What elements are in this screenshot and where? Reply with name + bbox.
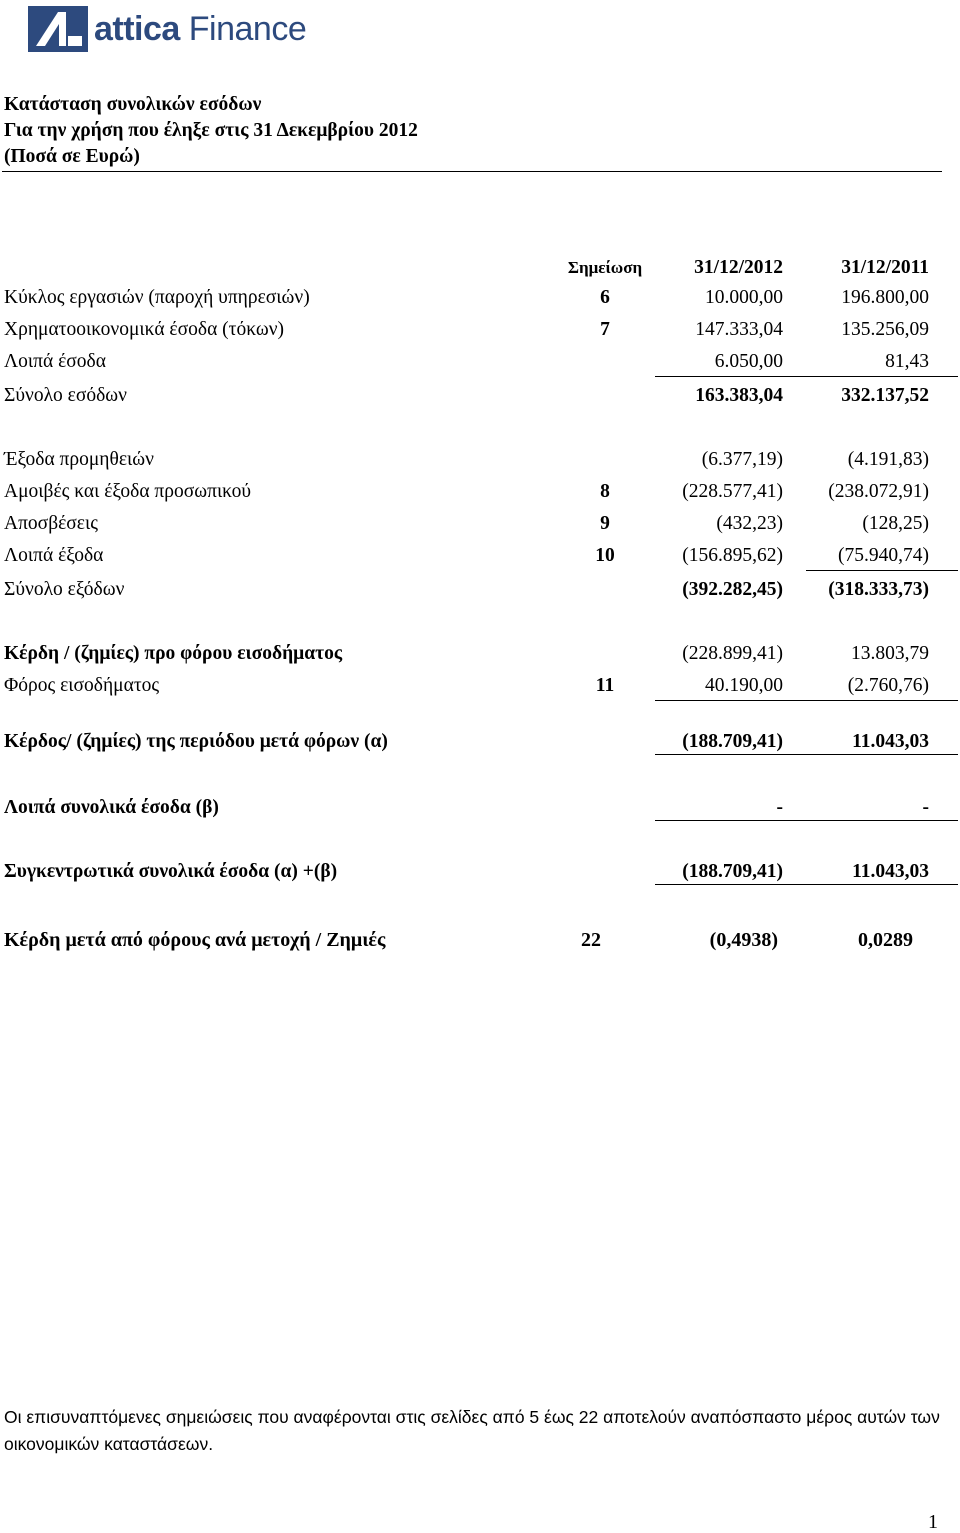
row-value-2012: (156.895,62) — [682, 545, 783, 566]
row-label: Κύκλος εργασιών (παροχή υπηρεσιών) — [4, 287, 310, 308]
row-value-2012: (6.377,19) — [701, 449, 783, 470]
row-value-2012: (0,4938) — [709, 929, 778, 951]
table-row-financial-income — [0, 316, 960, 344]
page-number: 1 — [928, 1511, 938, 1533]
row-value-2012: 10.000,00 — [705, 287, 783, 308]
row-note: 7 — [600, 319, 610, 340]
row-value-2011: 11.043,03 — [852, 731, 929, 752]
row-value-2012: (228.899,41) — [682, 643, 783, 664]
row-note: 6 — [600, 287, 610, 308]
table-row-commission-expenses — [0, 446, 960, 474]
row-value-2012: - — [776, 797, 783, 818]
row-label: Λοιπά συνολικά έσοδα (β) — [4, 797, 219, 818]
row-label: Λοιπά έσοδα — [4, 351, 106, 372]
row-label: Σύνολο εξόδων — [4, 579, 125, 600]
row-value-2012: (432,23) — [716, 513, 783, 534]
row-value-2011: 196.800,00 — [841, 287, 929, 308]
row-label: Φόρος εισοδήματος — [4, 675, 160, 696]
row-note: 8 — [600, 481, 610, 502]
header-2011: 31/12/2011 — [841, 257, 929, 278]
statement-period: Για την χρήση που έληξε στις 31 Δεκεμβρίου 2012 — [4, 120, 418, 141]
subtotal-rule — [655, 820, 958, 821]
table-row-staff-costs — [0, 478, 960, 506]
brand-name-rest: Finance — [179, 9, 307, 48]
header-2012: 31/12/2012 — [694, 257, 783, 278]
brand-name — [94, 10, 306, 49]
company-logo — [28, 4, 306, 54]
row-label: Λοιπά έξοδα — [4, 545, 104, 566]
table-row-other-expenses — [0, 542, 960, 570]
row-label: Κέρδη / (ζημίες) προ φόρου εισοδήματος — [4, 643, 343, 664]
table-row-other-income — [0, 348, 960, 376]
attica-logo-icon — [28, 6, 88, 52]
footer-note: Οι επισυναπτόμενες σημειώσεις που αναφέρονται στις σελίδες από 5 έως 22 αποτελούν αναπόσπαστο μέρος αυτών των οικονομικών καταστάσεων. — [4, 1407, 940, 1454]
row-value-2011: (75.940,74) — [838, 545, 929, 566]
row-note: 11 — [595, 675, 615, 696]
row-value-2012: 6.050,00 — [714, 351, 783, 372]
table-row-revenue — [0, 284, 960, 312]
row-label: Αμοιβές και έξοδα προσωπικού — [4, 481, 251, 502]
row-value-2011: 11.043,03 — [852, 861, 929, 882]
table-row-earnings-per-share — [0, 926, 960, 954]
table-row-income-tax — [0, 672, 960, 700]
row-value-2011: 332.137,52 — [841, 385, 929, 406]
subtotal-rule — [655, 700, 958, 701]
subtotal-rule — [655, 376, 958, 377]
row-value-2012: 40.190,00 — [705, 675, 783, 696]
title-divider — [2, 171, 942, 172]
row-value-2012: 147.333,04 — [695, 319, 783, 340]
table-row-total-income — [0, 382, 960, 410]
row-value-2011: (4.191,83) — [847, 449, 929, 470]
row-note: 22 — [581, 929, 601, 951]
row-value-2012: (188.709,41) — [682, 861, 783, 882]
row-value-2011: 13.803,79 — [851, 643, 929, 664]
row-label: Κέρδη μετά από φόρους ανά μετοχή / Ζημιές — [4, 929, 386, 951]
table-row-depreciation — [0, 510, 960, 538]
row-label: Κέρδος/ (ζημίες) της περιόδου μετά φόρων (α) — [4, 731, 388, 752]
table-row-profit-before-tax — [0, 640, 960, 668]
row-note: 10 — [595, 545, 615, 566]
brand-name-bold: attica — [94, 9, 180, 48]
row-value-2011: - — [922, 797, 929, 818]
row-value-2011: 81,43 — [885, 351, 929, 372]
statement-title: Κατάσταση συνολικών εσόδων — [4, 94, 262, 115]
row-value-2011: 135.256,09 — [841, 319, 929, 340]
row-label: Χρηματοοικονομικά έσοδα (τόκων) — [4, 319, 285, 340]
statement-currency: (Ποσά σε Ευρώ) — [4, 146, 140, 167]
row-value-2011: 0,0289 — [858, 929, 913, 951]
header-note: Σημείωση — [567, 258, 643, 277]
row-value-2012: (392.282,45) — [682, 579, 783, 600]
table-row-total-expenses — [0, 576, 960, 604]
row-label: Σύνολο εσόδων — [4, 385, 127, 406]
row-label: Συγκεντρωτικά συνολικά έσοδα (α) +(β) — [4, 861, 338, 882]
column-headers — [0, 254, 960, 282]
subtotal-rule — [655, 754, 958, 755]
row-note: 9 — [600, 513, 610, 534]
row-value-2011: (2.760,76) — [847, 675, 929, 696]
row-label: Αποσβέσεις — [4, 513, 98, 534]
subtotal-rule — [806, 570, 958, 571]
row-label: Έξοδα προμηθειών — [4, 449, 154, 470]
row-value-2012: (188.709,41) — [682, 731, 783, 752]
row-value-2012: 163.383,04 — [695, 385, 783, 406]
row-value-2011: (128,25) — [862, 513, 929, 534]
table-row-profit-after-tax — [0, 728, 960, 756]
row-value-2011: (238.072,91) — [828, 481, 929, 502]
row-value-2012: (228.577,41) — [682, 481, 783, 502]
table-row-other-comprehensive-income — [0, 794, 960, 822]
subtotal-rule — [655, 884, 958, 885]
statement-title-block — [4, 92, 418, 170]
table-row-total-comprehensive-income — [0, 858, 960, 886]
row-value-2011: (318.333,73) — [828, 579, 929, 600]
